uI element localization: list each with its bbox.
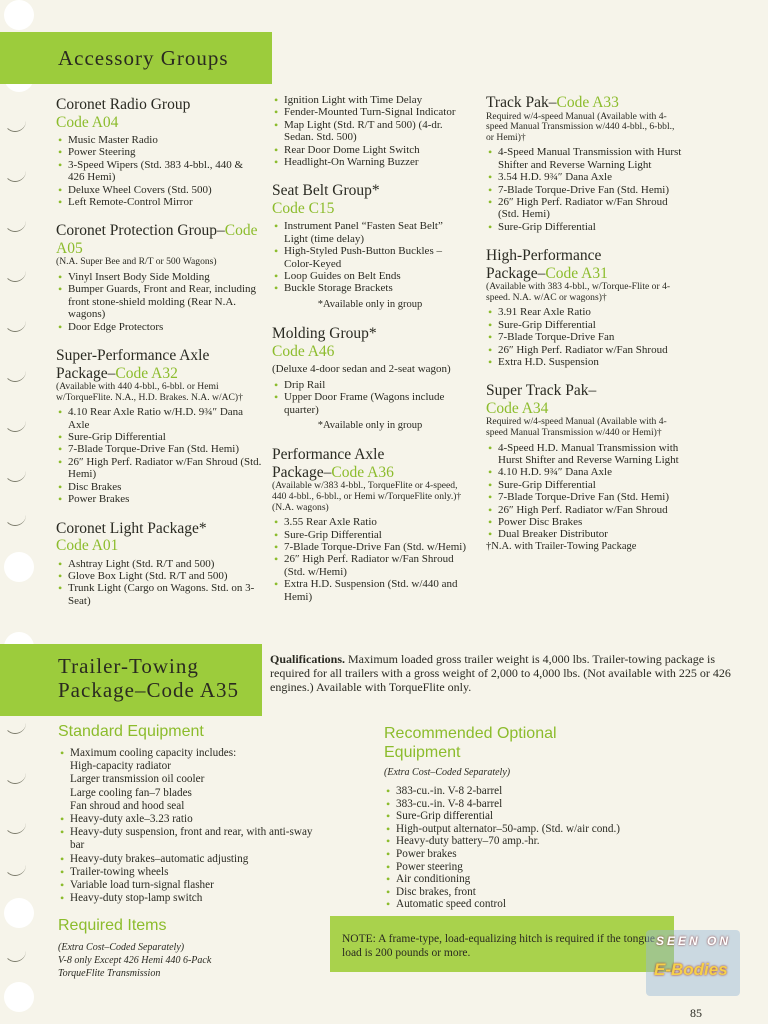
page-number: 85 [690,1006,702,1020]
option-code: Code A05 [56,222,258,257]
list-item: • Sure-Grip Differential [272,529,468,541]
section-note: Required w/4-speed Manual (Available with 4-speed Manual Transmission w/440 4-bbl., 6-bbl., or Hemi)† [486,110,675,143]
section-title-text: Coronet Protection Group– [56,222,225,240]
section-title [486,265,682,283]
binder-hole [4,552,34,582]
list-item: • 7-Blade Torque-Drive Fan (Std. Hemi) [486,184,682,196]
binder-ring-mark [4,268,26,282]
section-title-line2: Equipment [384,744,461,761]
list-item: • Trunk Light (Cargo on Wagons. Std. on 3-Seat) [56,582,262,607]
list-item: • Sure-Grip Differential [56,431,262,443]
list-item: • Door Edge Protectors [56,321,262,333]
list-item: • Dual Breaker Distributor [486,528,682,540]
option-code: Code A01 [56,537,119,554]
list-item: • 26″ High Perf. Radiator w/Fan Shroud (Std. w/Hemi) [272,553,468,578]
option-code: Code A31 [545,264,608,282]
binder-hole [4,898,34,928]
binder-ring-mark [4,770,26,784]
item-list [384,785,684,911]
list-item: • Maximum cooling capacity includes: [58,747,328,760]
sub-item: Larger transmission oil cooler [70,773,205,786]
accessory-groups-banner [0,32,272,84]
qualifications [270,652,734,694]
section-title-text: Package– [486,264,546,282]
list-item: • Loop Guides on Belt Ends [272,270,468,282]
section-title [486,94,682,112]
watermark-line1: SEEN ON [656,934,732,948]
list-item: • Deluxe Wheel Covers (Std. 500) [56,184,262,196]
trailer-towing-banner [0,644,262,716]
list-item: • 26″ High Perf. Radiator w/Fan Shroud (Std. Hemi) [486,196,682,221]
footnote: *Available only in group [317,419,423,431]
list-item: • Vinyl Insert Body Side Molding [56,271,262,283]
section-title: Coronet Light Package* [56,519,207,537]
trailer-title-line2: Package–Code A35 [58,678,240,702]
item-list [486,306,682,368]
item-list [486,442,682,541]
list-item: • Ashtray Light (Std. R/T and 500) [56,558,262,570]
trailer-title-line1: Trailer-Towing [58,654,199,678]
option-code: Code A34 [486,399,549,417]
binder-ring-mark [4,218,26,232]
list-item: • Ignition Light with Time Delay [272,94,468,106]
list-item: • High-Styled Push-Button Buckles –Color-Keyed [272,245,468,270]
binder-ring-mark [4,720,26,734]
list-item: • Extra H.D. Suspension [486,356,682,368]
list-item: • High-output alternator–50-amp. (Std. w/air cond.) [384,823,684,836]
list-item: • 3.91 Rear Axle Ratio [486,306,682,318]
sub-list [58,760,328,813]
list-item: • 3.55 Rear Axle Ratio [272,516,468,528]
list-item: • Extra H.D. Suspension (Std. w/440 and Hemi) [272,578,468,603]
list-item: • 7-Blade Torque-Drive Fan (Std. Hemi) [56,443,262,455]
section-note: (Available w/383 4-bbl., TorqueFlite or 4-speed, 440 4-bbl., 6-bbl., or Hemi w/TorqueFlite only.)† (N.A. wagons) [272,480,462,513]
list-item: • 26″ High Perf. Radiator w/Fan Shroud [486,344,682,356]
binder-ring-mark [4,118,26,132]
required-line: TorqueFlite Transmission [58,968,161,979]
list-item: • 4-Speed H.D. Manual Transmission with Hurst Shifter and Reverse Warning Light [486,442,682,467]
binder-ring-mark [4,948,26,962]
option-code: Code A33 [556,94,619,111]
list-item: • Heavy-duty suspension, front and rear, with anti-sway bar [58,826,328,852]
list-item: • Music Master Radio [56,134,262,146]
list-item: • Buckle Storage Brackets [272,282,468,294]
section-note: (Available with 383 4-bbl., w/Torque-Flite or 4-speed. N.A. w/AC or wagons)† [486,281,671,303]
item-list [272,516,468,603]
section-title-line1: Recommended Optional [384,725,557,742]
section-title: Molding Group* [272,325,377,343]
binder-ring-mark [4,368,26,382]
footnote: *Available only in group [317,298,423,310]
item-list [58,813,328,905]
section-title-text: Track Pak– [486,94,557,111]
list-item: • Heavy-duty battery–70 amp.-hr. [384,835,684,848]
list-item: • 26″ High Perf. Radiator w/Fan Shroud (Std. Hemi) [56,456,262,481]
section-note: Required w/4-speed Manual (Available with 4-speed Manual Transmission w/440 or Hemi)† [486,416,667,438]
list-item: • Fender-Mounted Turn-Signal Indicator [272,106,468,118]
section-title: Performance Axle [272,446,385,464]
list-item: • 383-cu.-in. V-8 2-barrel [384,785,684,798]
section-title: High-Performance [486,247,602,265]
qualifications-label: Qualifications. [270,652,346,666]
option-code: Code A32 [115,364,178,382]
option-code: Code A46 [272,342,335,360]
section-title [56,222,262,257]
list-item: • Power Disc Brakes [486,516,682,528]
list-item: • 7-Blade Torque-Drive Fan (Std. Hemi) [486,491,682,503]
list-item: • Power Steering [56,146,262,158]
binder-ring-mark [4,512,26,526]
item-list [58,747,328,760]
sub-item: Large cooling fan–7 blades [70,786,192,799]
section-note: (Deluxe 4-door sedan and 2-seat wagon) [272,363,451,376]
footnote: †N.A. with Trailer-Towing Package [486,540,637,552]
list-item: • 4-Speed Manual Transmission with Hurst Shifter and Reverse Warning Light [486,146,682,171]
item-list [272,220,468,294]
list-item: • 26″ High Perf. Radiator w/Fan Shroud [486,504,682,516]
list-item: • Sure-Grip Differential [486,221,682,233]
column-2 [272,94,468,603]
list-item: • 4.10 H.D. 9¾″ Dana Axle [486,466,682,478]
list-item: • Trailer-towing wheels [58,866,328,879]
binder-hole [4,982,34,1012]
binder-ring-mark [4,862,26,876]
list-item: • Air conditioning [384,873,684,886]
list-item: • Variable load turn-signal flasher [58,879,328,892]
item-list [56,134,262,208]
list-item: • Headlight-On Warning Buzzer [272,156,468,168]
list-item: • 383-cu.-in. V-8 4-barrel [384,798,684,811]
column-1 [56,96,262,607]
watermark-badge [646,930,740,996]
hitch-note-box [330,916,674,972]
section-note: (Available with 440 4-bbl., 6-bbl. or Hemi w/TorqueFlite. N.A., H.D. Brakes. N.A. w/AC)† [56,381,243,403]
section-title: Coronet Radio Group [56,96,191,113]
option-code: Code C15 [272,199,335,217]
list-item: • Disc brakes, front [384,886,684,899]
column-3 [486,94,682,553]
section-title-text: Package– [272,463,332,481]
option-code: Code A36 [331,463,394,481]
list-item: • Automatic speed control [384,898,684,911]
list-item: • Heavy-duty stop-lamp switch [58,892,328,905]
list-item: • Power brakes [384,848,684,861]
list-item: • Heavy-duty axle–3.23 ratio [58,813,328,826]
sub-item: Fan shroud and hood seal [70,799,185,812]
list-item: • Rear Door Dome Light Switch [272,144,468,156]
required-items [58,916,318,980]
section-note: (N.A. Super Bee and R/T or 500 Wagons) [56,256,217,268]
section-title: Required Items [58,917,167,934]
page-title: Accessory Groups [58,46,229,70]
list-item: • 7-Blade Torque-Drive Fan [486,331,682,343]
required-line: (Extra Cost–Coded Separately) [58,942,185,953]
list-item: • Power steering [384,861,684,874]
required-line: V-8 only Except 426 Hemi 440 6-Pack [58,955,212,966]
section-title: Seat Belt Group* [272,182,380,200]
list-item: • Sure-Grip differential [384,810,684,823]
list-item: • 3-Speed Wipers (Std. 383 4-bbl., 440 & 426 Hemi) [56,159,262,184]
sub-item: High-capacity radiator [70,760,171,773]
list-item: • 4.10 Rear Axle Ratio w/H.D. 9¾″ Dana Axle [56,406,262,431]
recommended-equipment [384,724,684,911]
qualifications-text: Maximum loaded gross trailer weight is 4,000 lbs. Trailer-towing package is required for all trailers with a gross weight of 2,000 to 4,000 lbs. (Not available with 225 or 426 engines.) Available with TorqueFlite only. [270,652,731,694]
option-code: Code A04 [56,113,119,131]
list-item: • 7-Blade Torque-Drive Fan (Std. w/Hemi) [272,541,468,553]
item-list [272,379,468,416]
section-title: Super Track Pak– [486,382,597,400]
item-list [272,94,468,168]
watermark-line2: E-Bodies [654,960,728,979]
hitch-note-text: NOTE: A frame-type, load-equalizing hitch is required if the tongue load is 200 pounds or more. [342,933,655,959]
list-item: • Sure-Grip Differential [486,319,682,331]
section-subtitle: (Extra Cost–Coded Separately) [384,767,511,778]
binder-ring-mark [4,820,26,834]
section-title: Standard Equipment [58,723,204,740]
standard-equipment [58,722,328,905]
list-item: • Bumper Guards, Front and Rear, including front stone-shield molding (Rear N.A. wagons) [56,283,262,320]
section-title-text: Super-Performance Axle Package– [56,347,210,382]
list-item: • Heavy-duty brakes–automatic adjusting [58,853,328,866]
list-item: • Glove Box Light (Std. R/T and 500) [56,570,262,582]
item-list [486,146,682,233]
binder-ring-mark [4,318,26,332]
list-item: • Disc Brakes [56,481,262,493]
section-title [272,464,468,482]
binder-ring-mark [4,418,26,432]
section-title [56,347,262,382]
binder-ring-mark [4,168,26,182]
item-list [56,271,262,333]
item-list [56,558,262,608]
binder-hole [4,0,34,30]
list-item: • Drip Rail [272,379,468,391]
list-item: • Map Light (Std. R/T and 500) (4-dr. Sedan. Std. 500) [272,119,468,144]
list-item: • Upper Door Frame (Wagons include quarter) [272,391,468,416]
binder-ring-mark [4,468,26,482]
list-item: • Sure-Grip Differential [486,479,682,491]
list-item: • 3.54 H.D. 9¾″ Dana Axle [486,171,682,183]
list-item: • Instrument Panel “Fasten Seat Belt” Light (time delay) [272,220,468,245]
list-item: • Left Remote-Control Mirror [56,196,262,208]
list-item: • Power Brakes [56,493,262,505]
item-list [56,406,262,505]
